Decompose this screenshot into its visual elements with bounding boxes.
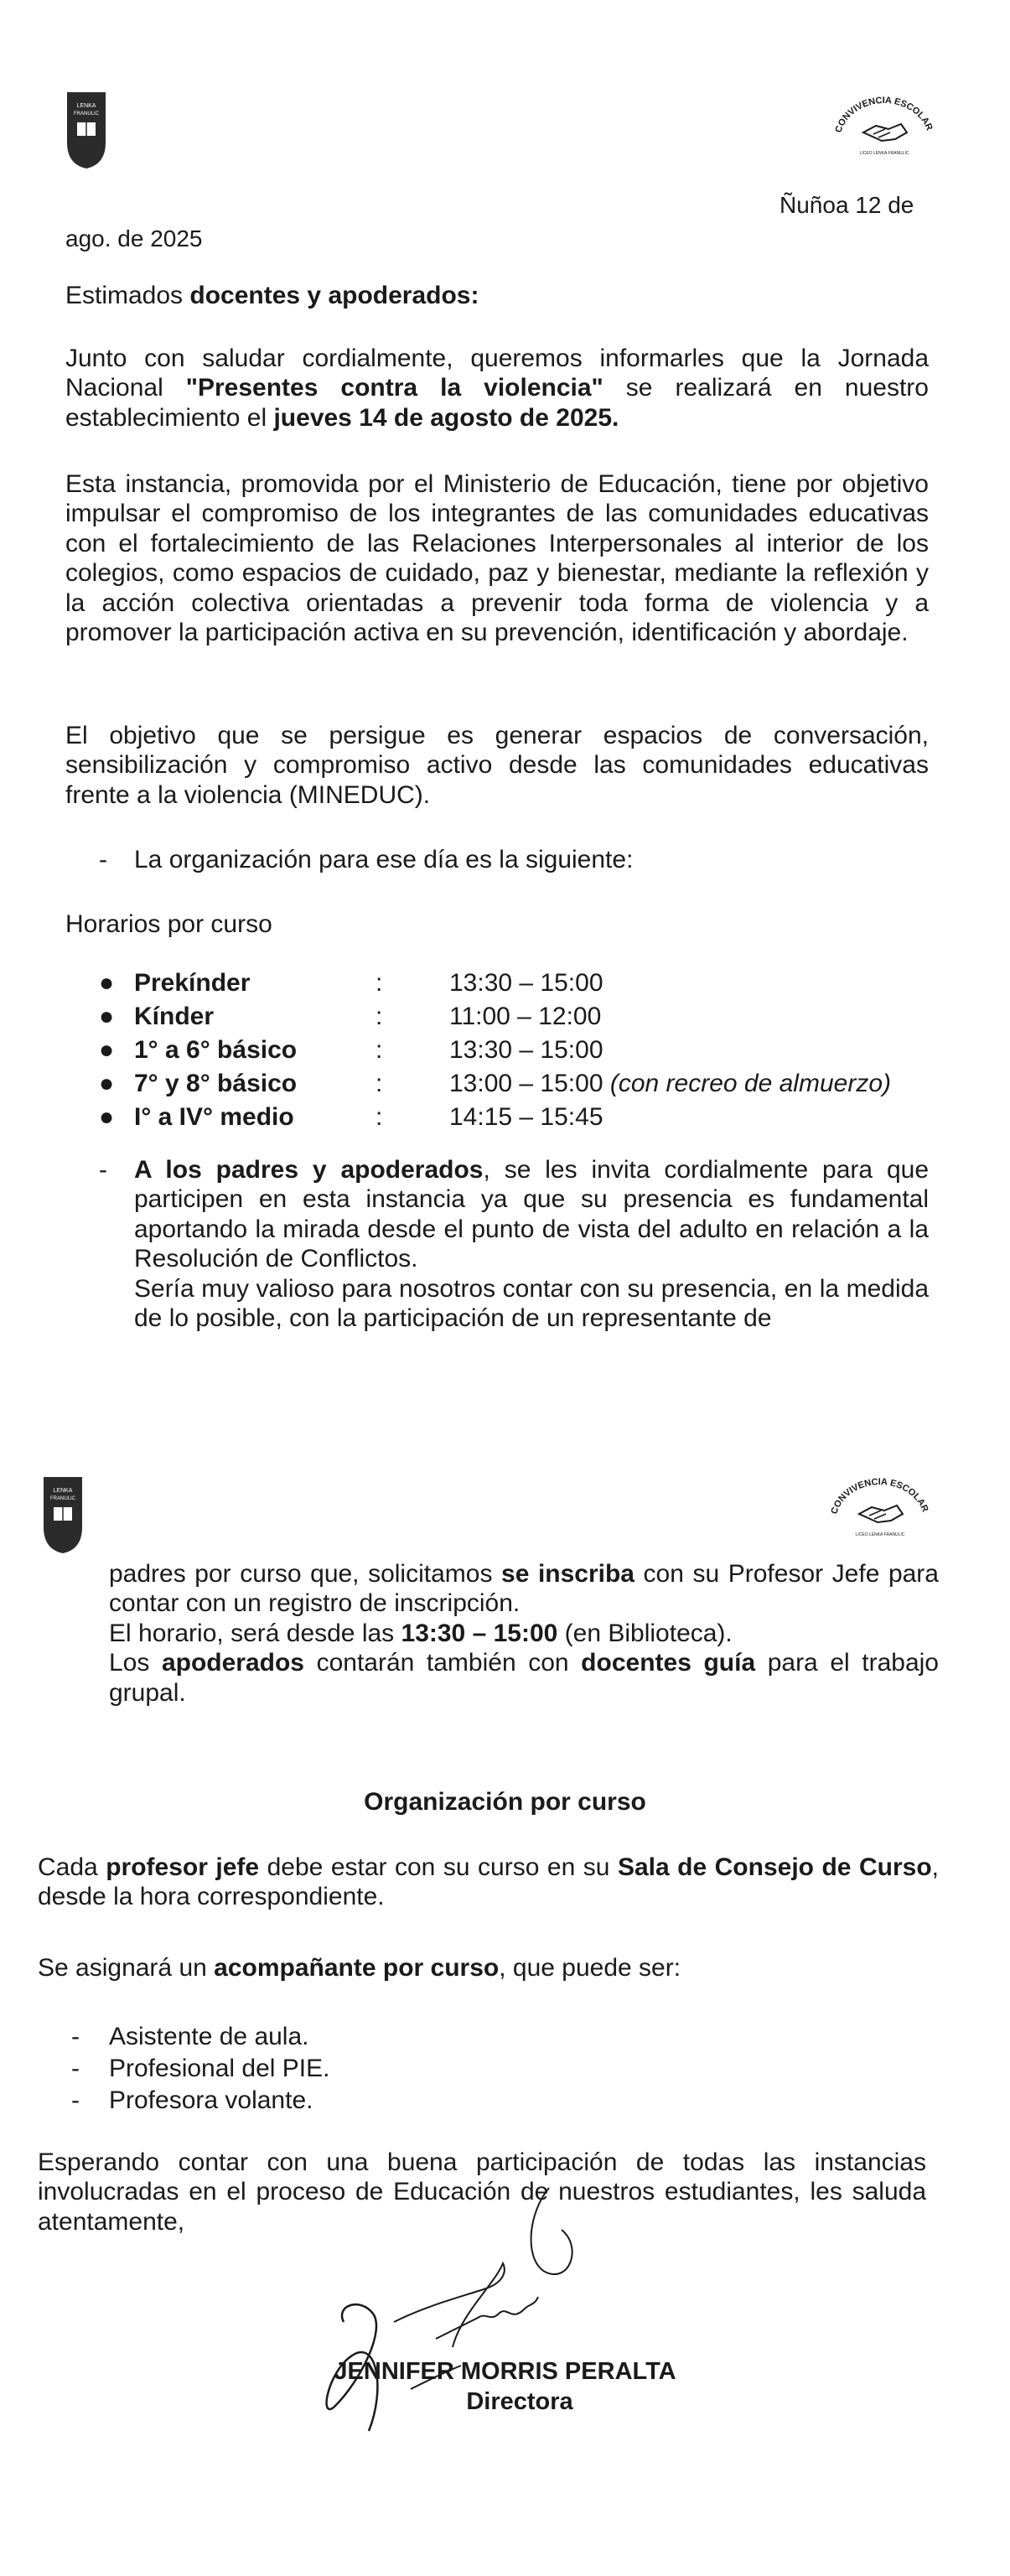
continuation-block (109, 1559, 939, 1708)
course-name: Kínder (134, 1003, 215, 1030)
greeting-bold: docentes y apoderados: (189, 282, 479, 309)
cont-text-3: El horario, será desde las (109, 1619, 401, 1647)
assign-text-1: Se asignará un (38, 1954, 215, 1982)
convivencia-text: CONVIVENCIA ESCOLAR (829, 1476, 930, 1516)
separator: : (376, 1003, 383, 1030)
school-shield-logo (42, 1475, 84, 1555)
continuation-text-2 (109, 1619, 939, 1648)
org-bold-1: profesor jefe (106, 1853, 260, 1881)
convivencia-sub: LICEO LENKA FRANULIC (855, 1532, 905, 1537)
para1-text-2: se realizará en nuestro establecimiento el (65, 374, 929, 432)
parents-text-1: , se les invita cordialmente para que participen en esta instancia ya que su presencia es fundamental aportando la mirada desde el punto de vista del adulto en relación a la Resolución de Conflictos. (134, 1156, 929, 1273)
course-time: 14:15 – 15:45 (449, 1103, 603, 1131)
course-name: Prekínder (134, 969, 251, 997)
organization-paragraph (38, 1853, 939, 1912)
course-time-value: 13:00 – 15:00 (449, 1070, 603, 1097)
cont-text-7: para el trabajo grupal. (109, 1649, 939, 1707)
assign-list (71, 2022, 742, 2122)
list-item-text: Profesora volante. (109, 2086, 313, 2114)
org-text-3: , desde la hora correspondiente. (38, 1853, 939, 1911)
org-text-2: debe estar con su curso en su (259, 1853, 618, 1881)
dash-bullet: - (71, 2086, 80, 2114)
page-2 (0, 1425, 1010, 2576)
assign-bold: acompañante por curso (214, 1954, 500, 1982)
bullet-icon: ● (99, 969, 115, 997)
cont-text-1: padres por curso que, solicitamos (109, 1560, 502, 1588)
separator: : (376, 1070, 383, 1097)
paragraph-3: El objetivo que se persigue es generar espacios de conversación, sensibilización y compromiso activo desde las comunidades educativas frente a la violencia (MINEDUC). (65, 722, 929, 809)
organization-intro-text: La organización para ese día es la siguiente: (134, 846, 634, 873)
assign-text-2: , que puede ser: (499, 1954, 681, 1982)
org-text-1: Cada (38, 1853, 106, 1881)
paragraph-1 (65, 344, 929, 433)
cont-text-6: contarán también con (304, 1649, 582, 1677)
schedule-list (32, 968, 920, 1136)
course-name: 1° a 6° básico (134, 1036, 298, 1064)
course-time (449, 1069, 891, 1098)
signer-title: Directora (466, 2388, 573, 2415)
cont-bold-2: 13:30 – 15:00 (401, 1619, 558, 1647)
cont-text-5: Los (109, 1649, 162, 1677)
convivencia-escolar-logo (826, 1474, 935, 1541)
dash-bullet: - (99, 1156, 107, 1184)
logo-text-2: FRANULIC (73, 111, 100, 117)
bullet-icon: ● (99, 1070, 115, 1097)
course-time: 13:30 – 15:00 (449, 1036, 603, 1064)
logo-text-1: LENKA (76, 103, 96, 109)
schedule-title: Horarios por curso (65, 910, 272, 938)
cont-bold-4: docentes guía (581, 1649, 756, 1677)
course-name: 7° y 8° básico (134, 1070, 298, 1097)
list-item-text: Profesional del PIE. (109, 2055, 330, 2082)
dash-bullet: - (71, 2023, 80, 2050)
separator: : (376, 1103, 383, 1131)
parents-invitation-text (134, 1155, 929, 1274)
paragraph-2: Esta instancia, promovida por el Ministerio de Educación, tiene por objetivo impulsar el compromiso de los integrantes de las comunidades educativas con el fortalecimiento de las Relaciones Interpersonales al interior de los colegios, como espacios de cuidado, paz y bienestar, mediante la reflexión y la acción colectiva orientadas a prevenir toda forma de violencia y a promover la participación activa en su prevención, identificación y abordaje. (65, 470, 929, 646)
parents-invitation-text-2: Sería muy valioso para nosotros contar con su presencia, en la medida de lo posible, con la participación de un representante de (134, 1274, 929, 1332)
org-bold-2: Sala de Consejo de Curso (617, 1853, 932, 1881)
logo-text-2: FRANULIC (49, 1496, 76, 1501)
convivencia-text: CONVIVENCIA ESCOLAR (833, 95, 935, 134)
cont-bold-1: se inscriba (501, 1560, 634, 1588)
event-date: jueves 14 de agosto de 2025. (273, 403, 619, 432)
assign-paragraph (38, 1953, 939, 1983)
cont-text-2: con su Profesor Jefe para contar con un registro de inscripción. (109, 1560, 939, 1618)
list-item-text: Asistente de aula. (109, 2023, 309, 2050)
school-shield-logo (65, 91, 107, 170)
cont-bold-3: apoderados (161, 1649, 304, 1677)
organization-title: Organización por curso (364, 1788, 646, 1816)
greeting (65, 281, 479, 310)
bullet-icon: ● (99, 1036, 115, 1064)
signer-name: JENNIFER MORRIS PERALTA (334, 2358, 676, 2385)
continuation-text-1 (109, 1559, 939, 1619)
date-line-2: ago. de 2025 (65, 225, 203, 251)
convivencia-sub: LICEO LENKA FRANULIC (859, 151, 909, 156)
bullet-icon: ● (99, 1103, 115, 1131)
course-name: I° a IV° medio (134, 1103, 294, 1131)
parents-bold: A los padres y apoderados (134, 1156, 484, 1184)
dash-bullet: - (99, 846, 107, 873)
dash-bullet: - (71, 2055, 80, 2082)
convivencia-escolar-logo (830, 92, 939, 159)
course-time-note: (con recreo de almuerzo) (609, 1070, 892, 1097)
separator: : (376, 969, 383, 997)
course-time: 13:30 – 15:00 (449, 969, 603, 997)
greeting-prefix: Estimados (65, 282, 190, 309)
closing-paragraph: Esperando contar con una buena participación de todas las instancias involucradas en el proceso de Educación de nuestros estudiantes, les saluda atentamente, (38, 2148, 926, 2236)
separator: : (376, 1036, 383, 1064)
campaign-name: "Presentes contra la violencia" (185, 374, 603, 402)
continuation-text-3 (109, 1648, 939, 1708)
course-time: 11:00 – 12:00 (449, 1003, 602, 1030)
cont-text-4: (en Biblioteca). (557, 1619, 733, 1647)
logo-text-1: LENKA (53, 1488, 73, 1494)
parents-invitation (99, 1155, 929, 1333)
date-line-1: Ñuñoa 12 de (780, 192, 914, 218)
bullet-icon: ● (99, 1003, 115, 1030)
para1-text-1: Junto con saludar cordialmente, queremos informarles que la Jornada Nacional (65, 345, 929, 402)
